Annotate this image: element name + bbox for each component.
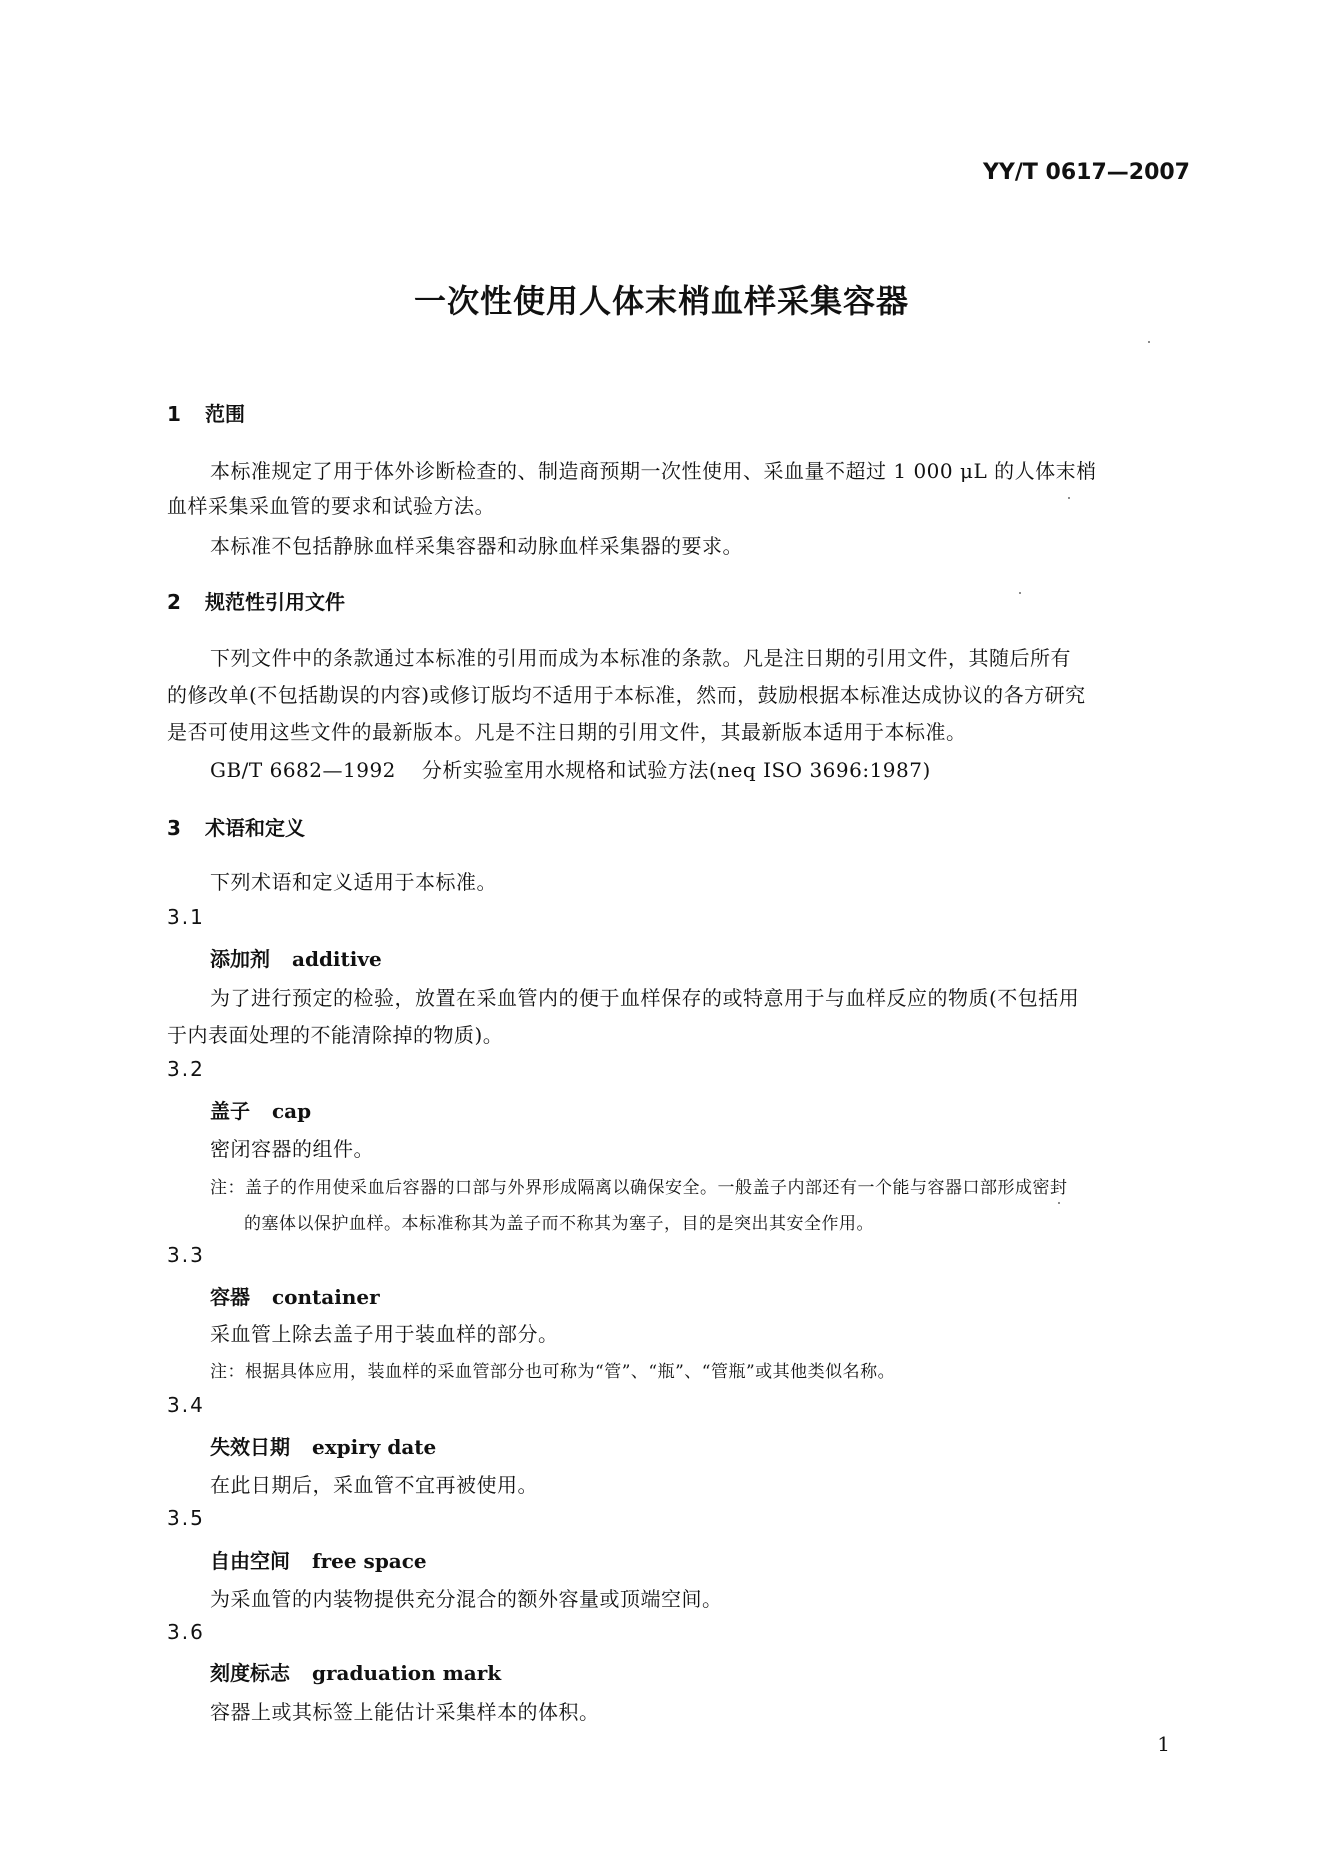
scope-paragraph-line: 本标准规定了用于体外诊断检查的、制造商预期一次性使用、采血量不超过 1 000 μL 的人体末梢 bbox=[210, 459, 1097, 483]
term-heading bbox=[210, 1431, 436, 1460]
references-paragraph-line: 下列文件中的条款通过本标准的引用而成为本标准的条款。凡是注日期的引用文件，其随后所有 bbox=[210, 646, 1071, 670]
scope-paragraph-line: 血样采集采血管的要求和试验方法。 bbox=[167, 494, 495, 518]
term-zh: 自由空间 bbox=[210, 1549, 290, 1573]
term-definition-line: 容器上或其标签上能估计采集样本的体积。 bbox=[210, 1700, 600, 1724]
scan-speck bbox=[1148, 341, 1150, 343]
reference-code: GB/T 6682—1992 bbox=[210, 758, 396, 782]
reference-entry bbox=[210, 754, 931, 783]
scan-speck bbox=[1068, 497, 1070, 499]
references-paragraph-line: 的修改单(不包括勘误的内容)或修订版均不适用于本标准，然而，鼓励根据本标准达成协议的各方研究 bbox=[167, 683, 1086, 707]
term-definition-line: 密闭容器的组件。 bbox=[210, 1137, 374, 1161]
term-en: cap bbox=[272, 1099, 312, 1123]
document-title: 一次性使用人体末梢血样采集容器 bbox=[413, 282, 909, 320]
term-heading bbox=[210, 1657, 501, 1686]
term-note-line: 注：盖子的作用使采血后容器的口部与外界形成隔离以确保安全。一般盖子内部还有一个能与容器口部形成密封 bbox=[210, 1178, 1068, 1198]
term-zh: 添加剂 bbox=[210, 947, 270, 971]
term-zh: 盖子 bbox=[210, 1099, 250, 1123]
term-number: 3.4 bbox=[167, 1393, 205, 1417]
section-heading-terms bbox=[167, 812, 305, 841]
section-title: 术语和定义 bbox=[205, 816, 305, 840]
references-paragraph-line: 是否可使用这些文件的最新版本。凡是不注日期的引用文件，其最新版本适用于本标准。 bbox=[167, 720, 967, 744]
term-definition-line: 在此日期后，采血管不宜再被使用。 bbox=[210, 1473, 538, 1497]
terms-intro: 下列术语和定义适用于本标准。 bbox=[210, 870, 497, 894]
term-zh: 刻度标志 bbox=[210, 1661, 290, 1685]
term-zh: 容器 bbox=[210, 1285, 250, 1309]
term-definition-line: 于内表面处理的不能清除掉的物质)。 bbox=[167, 1023, 504, 1047]
term-en: container bbox=[272, 1285, 380, 1309]
term-note-line: 的塞体以保护血样。本标准称其为盖子而不称其为塞子，目的是突出其安全作用。 bbox=[244, 1214, 874, 1234]
term-en: additive bbox=[292, 947, 382, 971]
term-heading bbox=[210, 1545, 427, 1574]
section-number: 1 bbox=[167, 402, 181, 426]
term-definition-line: 为采血管的内装物提供充分混合的额外容量或顶端空间。 bbox=[210, 1587, 723, 1611]
section-number: 3 bbox=[167, 816, 181, 840]
page-number: 1 bbox=[1157, 1732, 1170, 1756]
term-number: 3.5 bbox=[167, 1506, 205, 1530]
section-title: 范围 bbox=[205, 402, 245, 426]
scan-speck bbox=[1019, 592, 1021, 594]
term-number: 3.1 bbox=[167, 905, 205, 929]
term-en: free space bbox=[312, 1549, 427, 1573]
standard-code: YY/T 0617—2007 bbox=[982, 160, 1190, 185]
term-note-line: 注：根据具体应用，装血样的采血管部分也可称为“管”、“瓶”、“管瓶”或其他类似名称。 bbox=[210, 1362, 896, 1382]
section-heading-normative-references bbox=[167, 586, 345, 615]
term-definition-line: 为了进行预定的检验，放置在采血管内的便于血样保存的或特意用于与血样反应的物质(不包括用 bbox=[210, 986, 1080, 1010]
section-heading-scope bbox=[167, 398, 245, 427]
term-number: 3.2 bbox=[167, 1057, 205, 1081]
term-zh: 失效日期 bbox=[210, 1435, 290, 1459]
reference-title: 分析实验室用水规格和试验方法(neq ISO 3696:1987) bbox=[421, 758, 931, 782]
term-en: expiry date bbox=[312, 1435, 437, 1459]
term-definition-line: 采血管上除去盖子用于装血样的部分。 bbox=[210, 1322, 559, 1346]
term-heading bbox=[210, 943, 382, 972]
section-number: 2 bbox=[167, 590, 181, 614]
term-en: graduation mark bbox=[312, 1661, 502, 1685]
scope-paragraph: 本标准不包括静脉血样采集容器和动脉血样采集器的要求。 bbox=[210, 534, 743, 558]
term-heading bbox=[210, 1095, 311, 1124]
section-title: 规范性引用文件 bbox=[205, 590, 345, 614]
term-heading bbox=[210, 1281, 380, 1310]
term-number: 3.6 bbox=[167, 1620, 205, 1644]
term-number: 3.3 bbox=[167, 1243, 205, 1267]
scan-speck bbox=[1058, 1202, 1060, 1204]
